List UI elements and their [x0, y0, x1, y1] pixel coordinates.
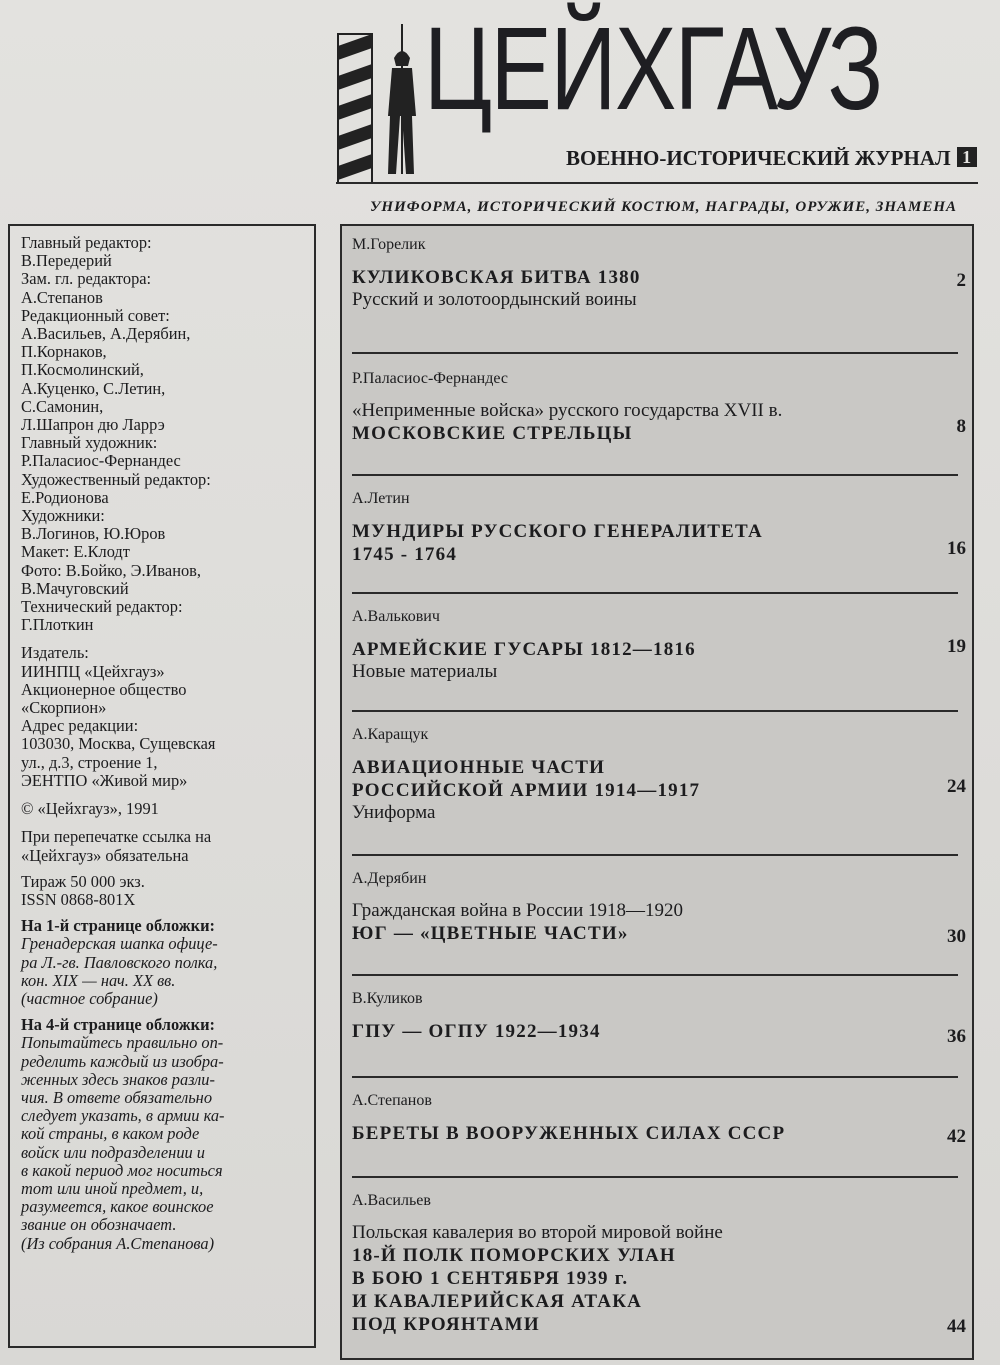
staff-line: Художники:	[21, 506, 105, 526]
article-title: ПОД КРОЯНТАМИ	[352, 1314, 540, 1335]
staff-line: Главный художник:	[21, 433, 158, 453]
reprint-line: «Цейхгауз» обязательна	[21, 845, 189, 865]
entry-divider	[352, 592, 958, 594]
cover1-line: кон. XIX — нач. XX вв.	[21, 970, 176, 990]
toc-entry	[352, 236, 958, 311]
page-number: 36	[947, 1026, 966, 1047]
article-title: РОССИЙСКОЙ АРМИИ 1914—1917	[352, 780, 701, 801]
cover4-description	[21, 1034, 304, 1252]
staff-line: С.Самонин,	[21, 396, 104, 416]
staff-line: Г.Плоткин	[21, 615, 94, 635]
article-author: В.Куликов	[352, 990, 423, 1007]
article-title: КУЛИКОВСКАЯ БИТВА 1380	[352, 267, 641, 288]
cover1-line: ра Л.-гв. Павловского полка,	[21, 952, 218, 972]
article-title: 1745 - 1764	[352, 544, 458, 565]
staff-line: Фото: В.Бойко, Э.Иванов,	[21, 560, 202, 580]
staff-line: В.Передерий	[21, 251, 112, 271]
article-title: АРМЕЙСКИЕ ГУСАРЫ 1812—1816	[352, 639, 696, 660]
staff-line: Л.Шапрон дю Ларрэ	[21, 415, 165, 435]
masthead-rule	[336, 182, 978, 184]
staff-line: П.Корнаков,	[21, 342, 107, 362]
toc-entry	[352, 490, 958, 566]
publisher-line: 103030, Москва, Сущевская	[21, 734, 216, 754]
cover4-line: чия. В ответе обязательно	[21, 1087, 213, 1107]
cover4-line: в какой период мог носиться	[21, 1160, 223, 1180]
staff-line: А.Васильев, А.Дерябин,	[21, 324, 191, 344]
entry-divider	[352, 854, 958, 856]
article-author: А.Степанов	[352, 1092, 432, 1109]
cover4-line: Попытайтесь правильно оп-	[21, 1033, 224, 1053]
cover4-line: кой страны, в каком роде	[21, 1124, 200, 1144]
staff-line: Е.Родионова	[21, 487, 109, 507]
article-author: А.Васильев	[352, 1192, 431, 1209]
toc-entry	[352, 608, 958, 683]
article-author: А.Валькович	[352, 608, 440, 625]
reprint-notice	[21, 828, 304, 864]
article-title: МОСКОВСКИЕ СТРЕЛЬЦЫ	[352, 423, 633, 444]
staff-line: А.Куценко, С.Летин,	[21, 378, 166, 398]
reprint-line: При перепечатке ссылка на	[21, 827, 212, 847]
subtitle-text: ВОЕННО-ИСТОРИЧЕСКИЙ ЖУРНАЛ	[566, 146, 951, 170]
page-number: 44	[947, 1316, 966, 1337]
article-author: А.Летин	[352, 490, 410, 507]
magazine-title: ЦЕЙХГАУЗ	[424, 3, 882, 135]
publisher-line: Адрес редакции:	[21, 716, 139, 736]
table-of-contents	[340, 224, 974, 1360]
cover1-description	[21, 935, 304, 1008]
staff-line: Технический редактор:	[21, 597, 183, 617]
copyright-line: © «Цейхгауз», 1991	[21, 799, 159, 819]
staff-line: Р.Паласиос-Фернандес	[21, 451, 181, 471]
article-kicker: Гражданская война в России 1918—1920	[352, 900, 684, 921]
cover4-line: тот или иной предмет, и,	[21, 1178, 204, 1198]
cover4-line: (Из собрания А.Степанова)	[21, 1233, 215, 1253]
article-title: ЮГ — «ЦВЕТНЫЕ ЧАСТИ»	[352, 923, 629, 944]
page-number: 19	[947, 636, 966, 657]
cover1-heading: На 1-й странице обложки:	[21, 916, 215, 936]
toc-entry	[352, 1092, 958, 1145]
cover4-line: разумеется, какое воинское	[21, 1197, 214, 1217]
publisher-line: ИИНПЦ «Цейхгауз»	[21, 661, 165, 681]
article-title: АВИАЦИОННЫЕ ЧАСТИ	[352, 757, 606, 778]
print-run-line: ISSN 0868-801X	[21, 889, 136, 909]
article-kicker: «Неприменные войска» русского государства XVII в.	[352, 400, 783, 421]
toc-entry	[352, 726, 958, 824]
cover4-line: следует указать, в армии ка-	[21, 1106, 225, 1126]
page-number: 24	[947, 776, 966, 797]
entry-divider	[352, 352, 958, 354]
issue-number-badge: 1	[957, 147, 977, 167]
tagline: УНИФОРМА, ИСТОРИЧЕСКИЙ КОСТЮМ, НАГРАДЫ, ОРУЖИЕ, ЗНАМЕНА	[370, 199, 958, 215]
publisher-block	[21, 644, 304, 790]
print-run-block	[21, 873, 304, 909]
article-subtitle: Русский и золотоордынский воины	[352, 289, 637, 310]
entry-divider	[352, 710, 958, 712]
entry-divider	[352, 1176, 958, 1178]
cover1-line: Гренадерская шапка офице-	[21, 934, 218, 954]
grenadier-logo-icon	[336, 24, 416, 184]
toc-entry	[352, 370, 958, 445]
article-subtitle: Новые материалы	[352, 661, 498, 682]
editorial-staff-list	[21, 234, 304, 634]
article-author: Р.Паласиос-Фернандес	[352, 370, 508, 387]
article-title: В БОЮ 1 СЕНТЯБРЯ 1939 г.	[352, 1268, 629, 1289]
page-number: 8	[956, 416, 966, 437]
page-number: 16	[947, 538, 966, 559]
toc-entry	[352, 1192, 958, 1336]
entry-divider	[352, 474, 958, 476]
staff-line: Редакционный совет:	[21, 305, 170, 325]
toc-entry	[352, 990, 958, 1043]
article-title: И КАВАЛЕРИЙСКАЯ АТАКА	[352, 1291, 643, 1312]
cover4-line: ределить каждый из изобра-	[21, 1051, 224, 1071]
print-run-line: Тираж 50 000 экз.	[21, 871, 145, 891]
staff-line: В.Мачуговский	[21, 578, 129, 598]
page-number: 42	[947, 1126, 966, 1147]
article-author: М.Горелик	[352, 236, 426, 253]
article-title: ГПУ — ОГПУ 1922—1934	[352, 1021, 601, 1042]
staff-line: А.Степанов	[21, 287, 103, 307]
article-title: МУНДИРЫ РУССКОГО ГЕНЕРАЛИТЕТА	[352, 521, 763, 542]
publisher-line: ЭЕНТПО «Живой мир»	[21, 770, 188, 790]
publisher-line: «Скорпион»	[21, 698, 107, 718]
page-number: 30	[947, 926, 966, 947]
article-subtitle: Униформа	[352, 802, 436, 823]
staff-line: В.Логинов, Ю.Юров	[21, 524, 166, 544]
staff-line: Художественный редактор:	[21, 469, 211, 489]
cover4-heading: На 4-й странице обложки:	[21, 1015, 215, 1035]
staff-line: П.Космолинский,	[21, 360, 144, 380]
entry-divider	[352, 974, 958, 976]
staff-line: Макет: Е.Клодт	[21, 542, 130, 562]
publisher-line: ул., д.3, строение 1,	[21, 752, 158, 772]
cover4-line: звание он обозначает.	[21, 1215, 177, 1235]
staff-line: Главный редактор:	[21, 233, 152, 252]
magazine-subtitle	[566, 146, 977, 171]
entry-divider	[352, 1076, 958, 1078]
imprint-column	[8, 224, 316, 1348]
publisher-line: Акционерное общество	[21, 679, 187, 699]
article-title: 18-Й ПОЛК ПОМОРСКИХ УЛАН	[352, 1245, 676, 1266]
article-title: БЕРЕТЫ В ВООРУЖЕННЫХ СИЛАХ СССР	[352, 1123, 786, 1144]
article-author: А.Дерябин	[352, 870, 427, 887]
article-author: А.Каращук	[352, 726, 429, 743]
staff-line: Зам. гл. редактора:	[21, 269, 152, 289]
cover4-line: женных здесь знаков разли-	[21, 1069, 215, 1089]
cover1-line: (частное собрание)	[21, 988, 158, 1008]
toc-entry	[352, 870, 958, 945]
page-number: 2	[956, 270, 966, 291]
cover4-line: войск или подразделении и	[21, 1142, 206, 1162]
article-kicker: Польская кавалерия во второй мировой войне	[352, 1222, 723, 1243]
publisher-line: Издатель:	[21, 643, 89, 663]
